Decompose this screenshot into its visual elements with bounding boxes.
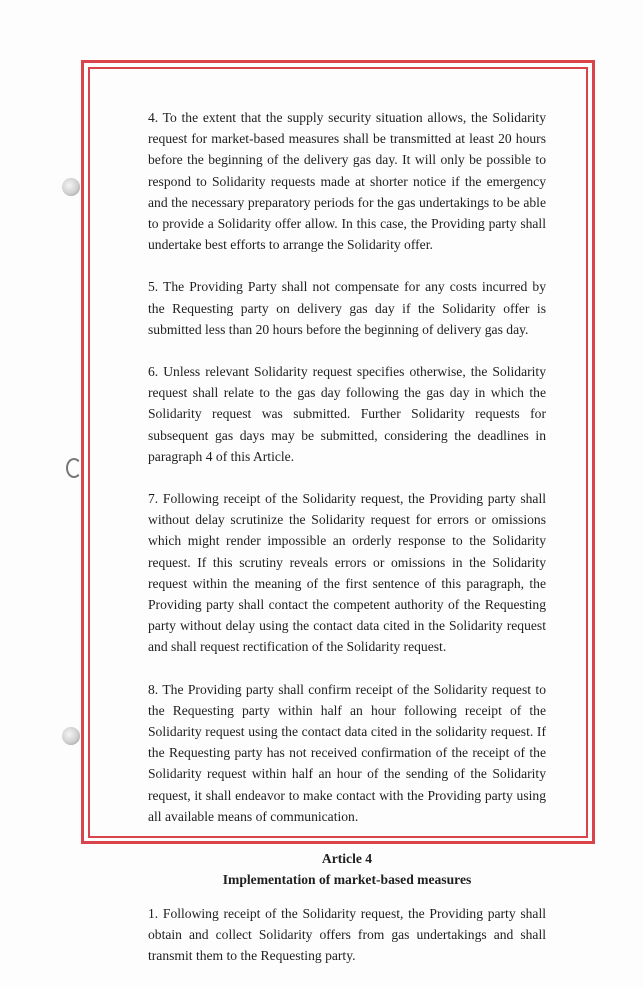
article-title: Implementation of market-based measures <box>222 872 472 888</box>
document-body <box>148 107 546 987</box>
paragraph-4: 4. To the extent that the supply security situation allows, the Solidarity request for market-based measures shall be transmitted at least 20 hours before the beginning of the delivery gas day. It will only be possible to respond to Solidarity requests made at shorter notice if the emergency and the necessary preparatory periods for the gas undertakings to be able to provide a Solidarity offer allow. In this case, the Providing party shall undertake best efforts to arrange the Solidarity offer. <box>148 110 546 253</box>
paragraph-5: 5. The Providing Party shall not compensate for any costs incurred by the Requesting party on delivery gas day if the Solidarity offer is submitted less than 20 hours before the beginning of delivery gas day. <box>148 279 546 337</box>
punch-hole-top <box>62 178 80 196</box>
paragraph-7: 7. Following receipt of the Solidarity request, the Providing party shall without delay scrutinize the Solidarity request for errors or omissions which might render impossible an orderly response to the Solidarity request. If this scrutiny reveals errors or omissions in the Solidarity request within the meaning of the first sentence of this paragraph, the Providing party shall contact the competent authority of the Requesting party without delay using the contact data cited in the Solidarity request and shall request rectification of the Solidarity request. <box>148 491 546 655</box>
article-4-paragraph-1: 1. Following receipt of the Solidarity request, the Providing party shall obtain and collect Solidarity offers from gas undertakings and shall transmit them to the Requesting party. <box>148 905 546 963</box>
article-number: Article 4 <box>321 851 373 867</box>
punch-hole-bottom <box>62 727 80 745</box>
punch-hole-middle <box>66 458 82 478</box>
paragraph-6: 6. Unless relevant Solidarity request specifies otherwise, the Solidarity request shall relate to the gas day following the gas day in which the Solidarity request was submitted. Further Solidarity requests for subsequent gas days may be submitted, considering the deadlines in paragraph 4 of this Article. <box>148 364 546 464</box>
paragraph-8: 8. The Providing party shall confirm receipt of the Solidarity request to the Requesting party within half an hour following receipt of the Solidarity request using the contact data cited in the solidarity request. If the Requesting party has not received confirmation of the receipt of the Solidarity request within half an hour of the sending of the Solidarity request, it shall endeavor to make contact with the Providing party using all available means of communication. <box>148 681 546 824</box>
article-heading <box>148 848 546 890</box>
